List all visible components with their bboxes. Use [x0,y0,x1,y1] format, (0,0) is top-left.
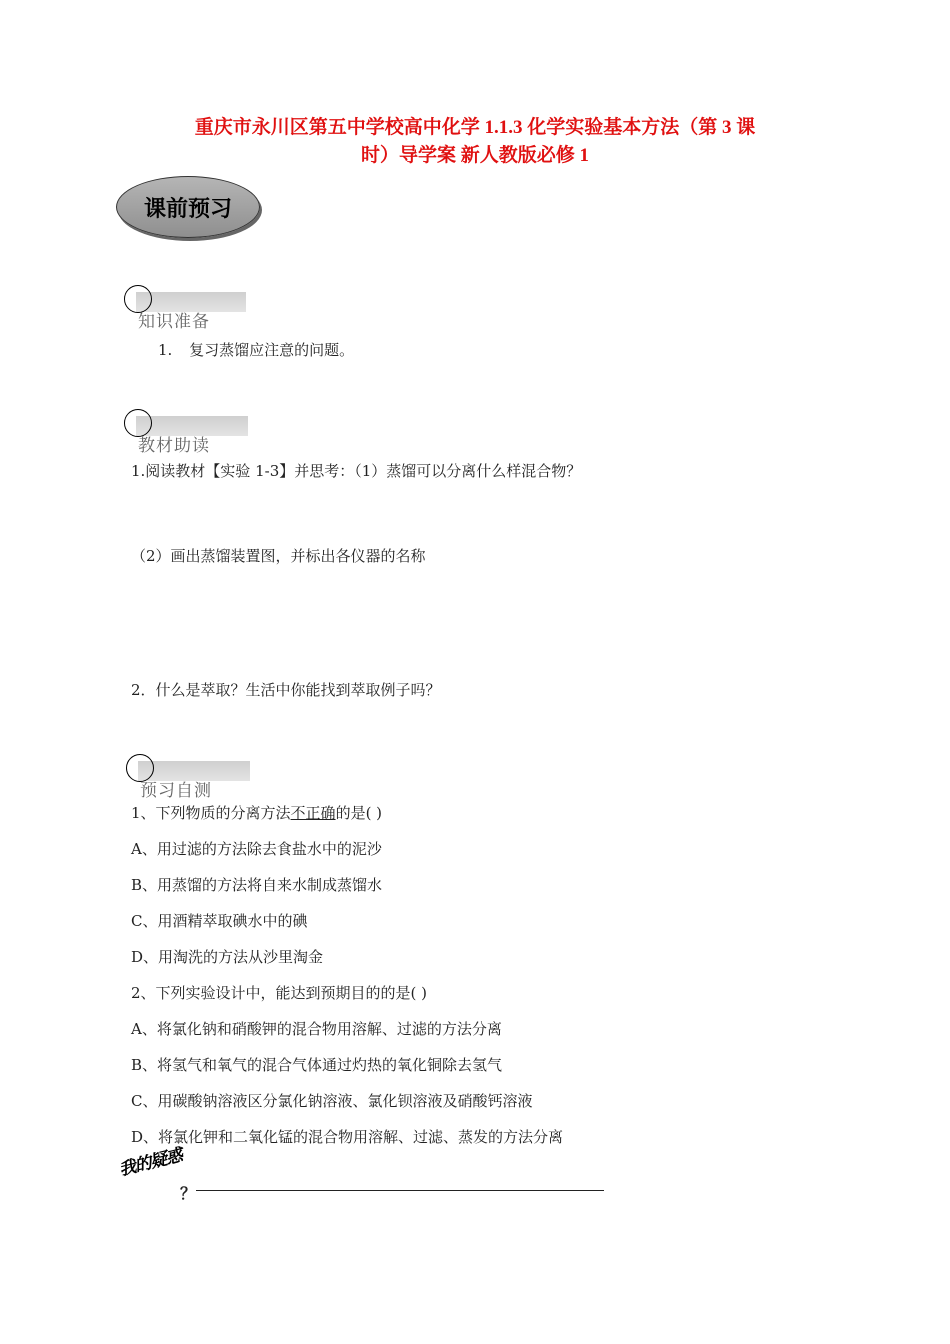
selftest-q2-option-d: D、将氯化钾和二氧化锰的混合物用溶解、过滤、蒸发的方法分离 [131,1128,564,1146]
preview-badge: 课前预习 [116,176,260,238]
question-emphasis: 不正确 [290,804,336,822]
textbook-question-1: 1.阅读教材【实验 1-3】并思考：（1）蒸馏可以分离什么样混合物？ [131,462,582,480]
selftest-q1-option-b: B、用蒸馏的方法将自来水制成蒸馏水 [131,876,383,894]
question-mark-icon: ？ [180,1184,197,1203]
section-header-selftest [126,754,256,801]
textbook-question-1b: （2）画出蒸馏装置图，并标出各仪器的名称 [131,547,426,565]
selftest-q2-option-c: C、用碳酸钠溶液区分氯化钠溶液、氯化钡溶液及硝酸钙溶液 [131,1092,533,1110]
section-header-label: 知识准备 [138,312,210,332]
my-doubts-label: 我的疑惑 [117,1145,185,1181]
question-blank: 的是( ) [335,804,383,822]
selftest-q1-option-c: C、用酒精萃取碘水中的碘 [131,912,308,930]
section-header-label: 教材助读 [138,436,210,456]
selftest-question-2: 2、下列实验设计中，能达到预期目的的是( ) [131,984,428,1002]
textbook-question-2: 2．什么是萃取？生活中你能找到萃取例子吗？ [131,681,441,699]
question-text: 1、下列物质的分离方法 [131,804,291,822]
selftest-q2-option-b: B、将氢气和氧气的混合气体通过灼热的氧化铜除去氢气 [131,1056,503,1074]
selftest-q1-option-a: A、用过滤的方法除去食盐水中的泥沙 [131,840,382,858]
knowledge-item-text: 复习蒸馏应注意的问题。 [189,341,355,359]
selftest-question-1 [131,803,382,823]
selftest-q1-option-d: D、用淘洗的方法从沙里淘金 [131,948,324,966]
section-header-label: 预习自测 [140,781,212,801]
knowledge-item-number: 1. [158,341,173,359]
section-header-knowledge [124,285,254,332]
document-title-line-2: 时）导学案 新人教版必修 1 [360,145,589,166]
section-header-textbook [124,409,254,456]
knowledge-item-1 [158,340,354,360]
doubt-answer-line[interactable] [196,1190,604,1191]
document-title-line-1: 重庆市永川区第五中学校高中化学 1.1.3 化学实验基本方法（第 3 课 [194,117,756,138]
selftest-q2-option-a: A、将氯化钠和硝酸钾的混合物用溶解、过滤的方法分离 [131,1020,502,1038]
